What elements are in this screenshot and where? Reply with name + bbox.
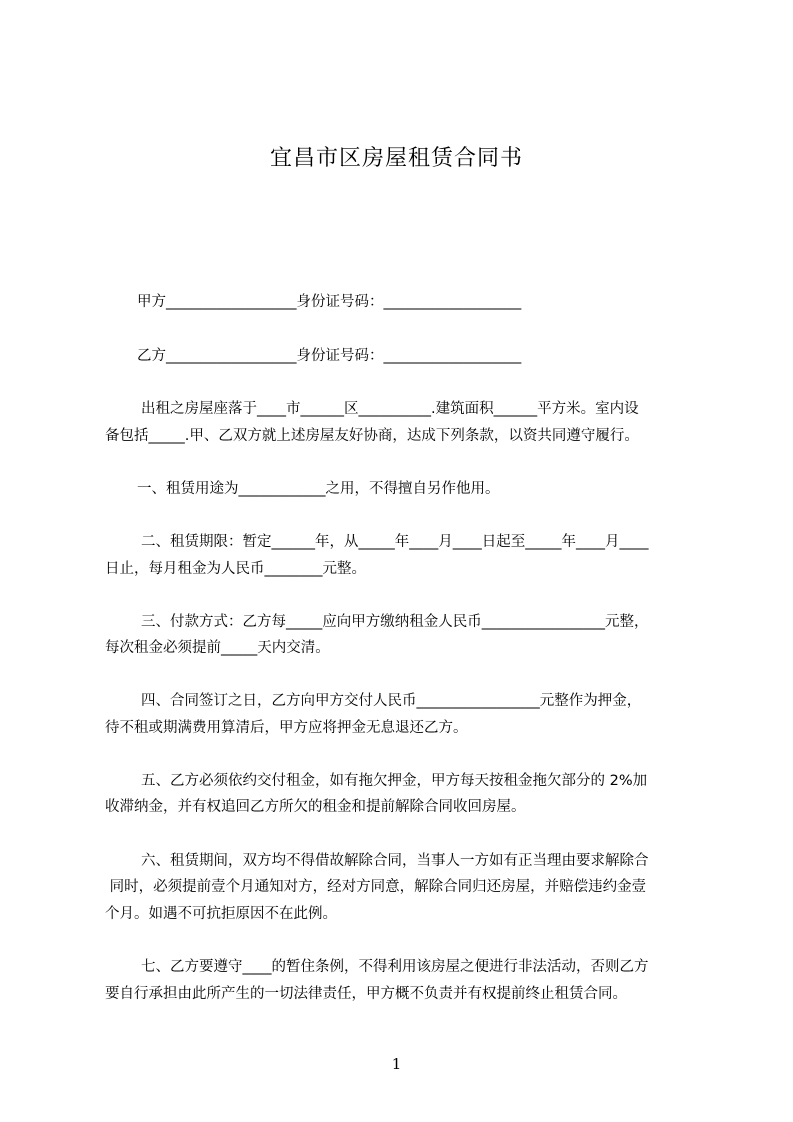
clause-5-line-2: 收滞纳金，并有权追回乙方所欠的租金和提前解除合同收回房屋。 — [105, 799, 526, 815]
clause-5-line-1: 五、乙方必须依约交付租金，如有拖欠押金，甲方每天按租金拖欠部分的 2%加 — [141, 773, 648, 789]
intro-line-1: 出租之房屋座落于____市______区__________.建筑面积______平方米。室内设 — [141, 401, 639, 417]
clause-6-line-3: 个月。如遇不可抗拒原因不在此例。 — [105, 906, 337, 922]
clause-4-line-1: 四、合同签订之日，乙方向甲方交付人民币_________________元整作为押金， — [141, 693, 642, 709]
clause-3-line-1: 三、付款方式：乙方每_____应向甲方缴纳租金人民币_________________元整， — [141, 614, 649, 630]
clause-6-line-1: 六、租赁期间，双方均不得借故解除合同，当事人一方如有正当理由要求解除合 — [141, 853, 649, 869]
clause-7-line-1: 七、乙方要遵守____的暂住条例，不得利用该房屋之便进行非法活动，否则乙方 — [141, 959, 649, 975]
page-number: 1 — [391, 1055, 402, 1073]
clause-7-line-2: 要自行承担由此所产生的一切法律责任，甲方概不负责并有权提前终止租赁合同。 — [105, 986, 627, 1002]
clause-2-line-2: 日止，每月租金为人民币________元整。 — [105, 561, 366, 577]
document-title: 宜昌市区房屋租赁合同书 — [269, 146, 523, 171]
party-b-line: 乙方__________________身份证号码：___________________ — [137, 348, 522, 364]
clause-4-line-2: 待不租或期满费用算清后，甲方应将押金无息退还乙方。 — [105, 720, 468, 736]
clause-3-line-2: 每次租金必须提前_____天内交清。 — [105, 640, 330, 656]
clause-1-line-1: 一、租赁用途为____________之用，不得擅自另作他用。 — [137, 481, 500, 497]
intro-line-2: 备包括_____.甲、乙双方就上述房屋友好协商，达成下列条款，以资共同遵守履行。 — [105, 428, 639, 444]
party-a-line: 甲方__________________身份证号码：___________________ — [137, 294, 522, 310]
clause-6-line-2: 同时，必须提前壹个月通知对方，经对方同意，解除合同归还房屋，并赔偿违约金壹 — [105, 879, 647, 895]
clause-2-line-1: 二、租赁期限：暂定______年，从_____年____月____日起至_____年____月____ — [141, 534, 649, 550]
